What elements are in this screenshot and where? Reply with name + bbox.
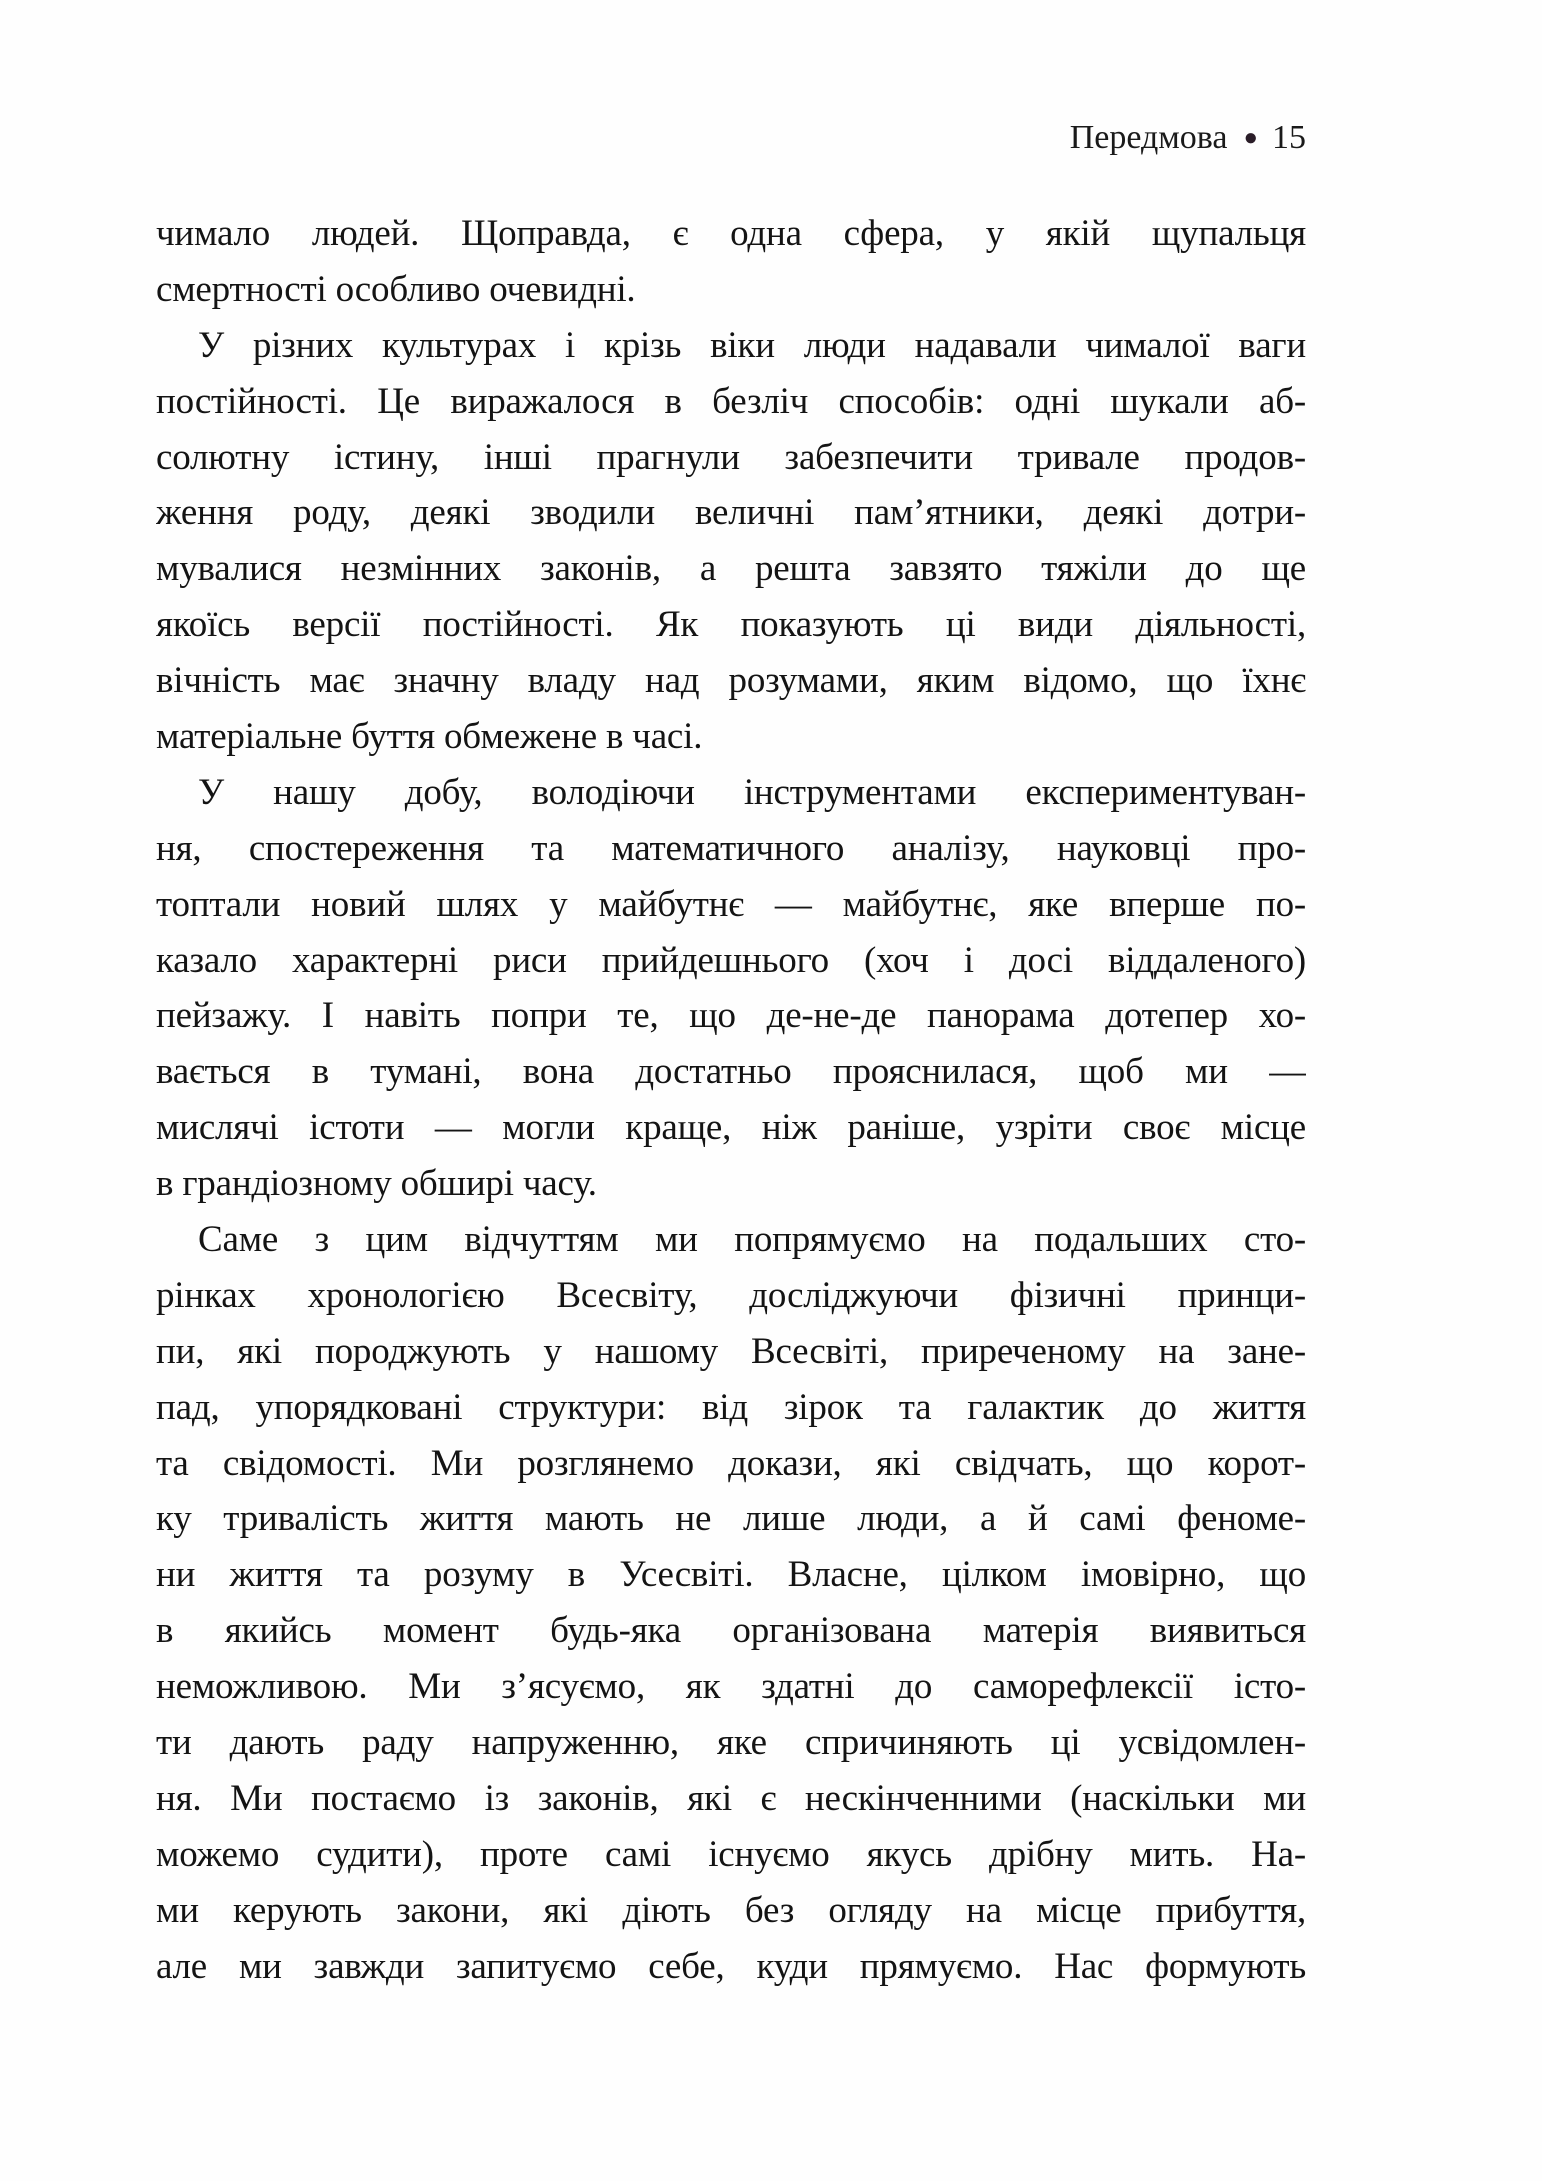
text-line: якоїсь версії постійності. Як показують ці види діяльності, (156, 604, 1306, 646)
text-line: але ми завжди запитуємо себе, куди прямуємо. Нас формують (156, 1945, 1306, 1987)
text-line: в якийсь момент будь-яка організована матерія виявиться (156, 1610, 1306, 1652)
text-line: можемо судити), проте самі існуємо якусь дрібну мить. На- (156, 1833, 1306, 1875)
bullet-separator-icon: ● (1243, 125, 1258, 151)
running-header (156, 118, 1306, 158)
text-line: матеріальне буття обмежене в часі. (156, 716, 703, 758)
header-section-title: Передмова (1069, 119, 1228, 156)
text-line: солютну істину, інші прагнули забезпечити тривале продов- (156, 436, 1306, 478)
text-line: та свідомості. Ми розглянемо докази, які свідчать, що корот- (156, 1442, 1306, 1484)
text-line: вічність має значну владу над розумами, яким відомо, що їхнє (156, 660, 1306, 702)
text-line: неможливою. Ми з’ясуємо, як здатні до саморефлексії істо- (156, 1666, 1306, 1708)
text-line: ня. Ми постаємо із законів, які є нескінченними (наскільки ми (156, 1777, 1306, 1819)
header-page-number: 15 (1272, 119, 1306, 156)
text-line: в грандіозному обширі часу. (156, 1163, 597, 1205)
text-line: ни життя та розуму в Усесвіті. Власне, цілком імовірно, що (156, 1554, 1306, 1596)
text-line: постійності. Це виражалося в безліч способів: одні шукали аб- (156, 380, 1306, 422)
text-line: казало характерні риси прийдешнього (хоч і досі віддаленого) (156, 939, 1306, 981)
text-line: чимало людей. Щоправда, є одна сфера, у якій щупальця (156, 213, 1306, 254)
text-line: смертності особливо очевидні. (156, 268, 636, 310)
text-line: Саме з цим відчуттям ми попрямуємо на подальших сто- (198, 1219, 1306, 1261)
text-line: мислячі істоти — могли краще, ніж раніше, узріти своє місце (156, 1107, 1306, 1149)
text-line: У різних культурах і крізь віки люди надавали чималої ваги (198, 324, 1306, 366)
text-line: пейзажу. І навіть попри те, що де-не-де панорама дотепер хо- (156, 995, 1306, 1037)
text-line: пи, які породжують у нашому Всесвіті, приреченому на зане- (156, 1330, 1306, 1372)
text-line: пад, упорядковані структури: від зірок та галактик до життя (156, 1386, 1306, 1428)
text-line: ня, спостереження та математичного аналізу, науковці про- (156, 827, 1306, 869)
text-line: мувалися незмінних законів, а решта завзято тяжіли до ще (156, 548, 1306, 590)
text-line: ження роду, деякі зводили величні пам’ятники, деякі дотри- (156, 492, 1306, 534)
text-line: вається в тумані, вона достатньо прояснилася, щоб ми — (156, 1051, 1306, 1093)
text-line: ми керують закони, які діють без огляду на місце прибуття, (156, 1889, 1306, 1931)
text-line: рінках хронологією Всесвіту, досліджуючи фізичні принци- (156, 1274, 1306, 1316)
text-line: У нашу добу, володіючи інструментами експериментуван- (198, 771, 1306, 813)
text-line: топтали новий шлях у майбутнє — майбутнє, яке вперше по- (156, 883, 1306, 925)
text-line: ку тривалість життя мають не лише люди, а й самі феноме- (156, 1498, 1306, 1540)
text-block (156, 206, 1306, 1995)
text-line: ти дають раду напруженню, яке спричиняють ці усвідомлен- (156, 1722, 1306, 1764)
